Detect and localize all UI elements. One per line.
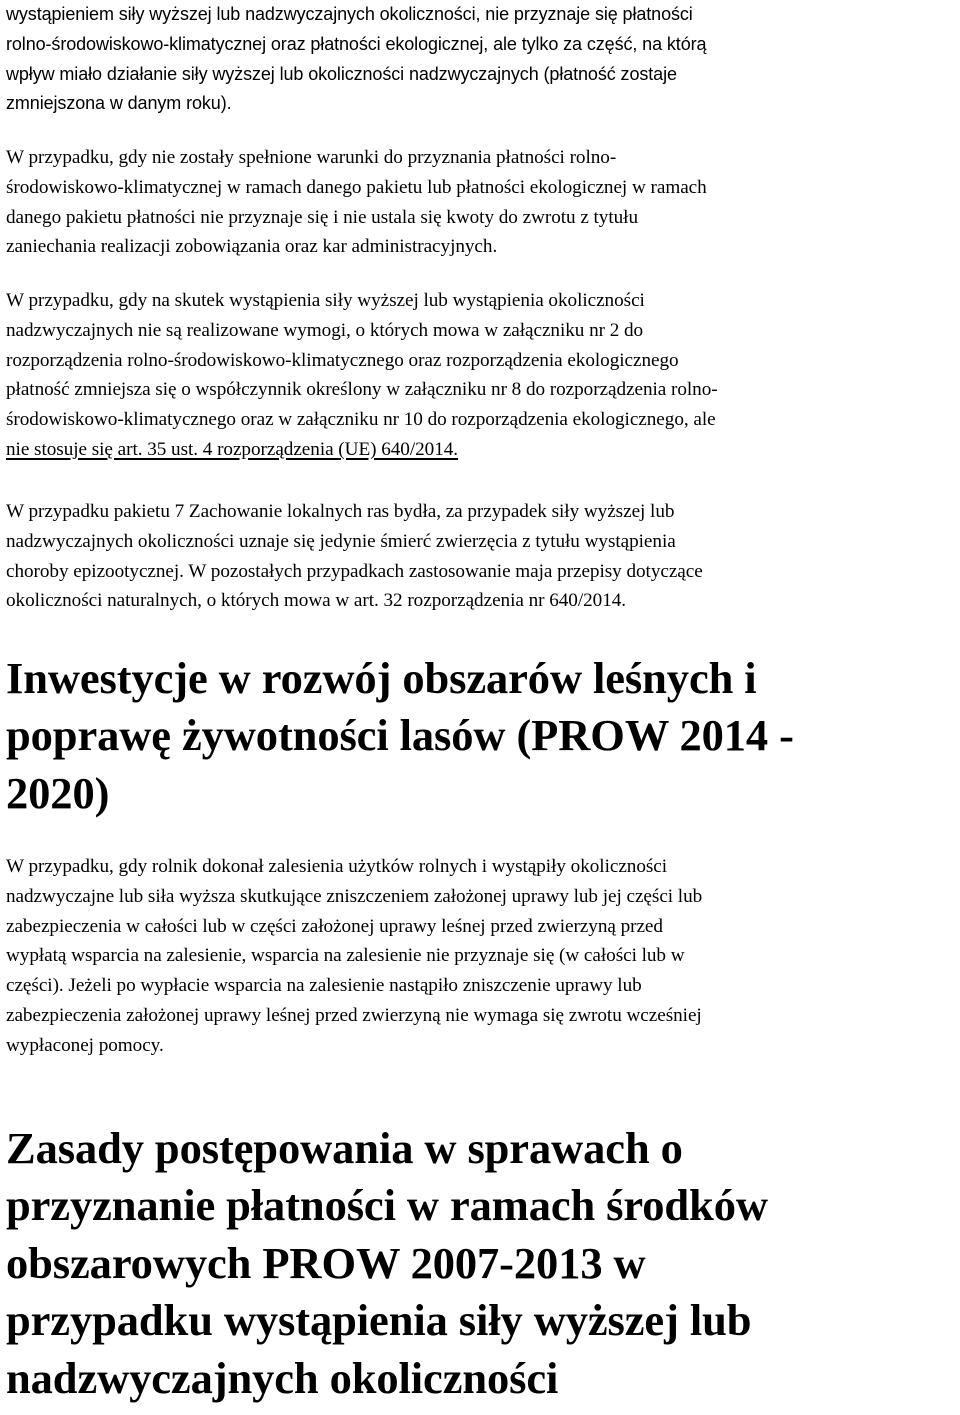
text-line: W przypadku, gdy nie zostały spełnione warunki do przyznania płatności rolno- (6, 147, 617, 168)
heading-line: przypadku wystąpienia siły wyższej lub (6, 1295, 752, 1346)
heading-line: poprawę żywotności lasów (PROW 2014 - (6, 710, 794, 761)
section-heading-procedures-prow-2007-2013 (6, 1120, 958, 1407)
text-line: W przypadku, gdy na skutek wystąpienia siły wyższej lub wystąpienia okoliczności (6, 290, 645, 311)
paragraph-conditions-not-met (6, 143, 958, 262)
text-line: danego pakietu płatności nie przyznaje się i nie ustala się kwoty do zwrotu z tytułu (6, 206, 639, 228)
paragraph-requirements-not-realized (6, 286, 958, 465)
heading-line: przyznanie płatności w ramach środków (6, 1180, 768, 1231)
text-line: zaniechania realizacji zobowiązania oraz kar administracyjnych. (6, 236, 498, 258)
text-line: rolno-środowiskowo-klimatycznej oraz płatności ekologicznej, ale tylko za część, na którą (6, 33, 707, 54)
text-line: wystąpieniem siły wyższej lub nadzwyczajnych okoliczności, nie przyznaje się płatności (6, 4, 693, 24)
text-line: płatność zmniejsza się o współczynnik określony w załączniku nr 8 do rozporządzenia rolno- (6, 379, 718, 401)
text-line: choroby epizootycznej. W pozostałych przypadkach zastosowanie maja przepisy dotyczące (6, 560, 703, 582)
heading-line: Inwestycje w rozwój obszarów leśnych i (6, 653, 757, 703)
paragraph-force-majeure-intro (6, 0, 958, 119)
heading-line: obszarowych PROW 2007-2013 w (6, 1237, 646, 1288)
text-line: wypłaconej pomocy. (6, 1034, 164, 1056)
text-line: nadzwyczajne lub siła wyższa skutkujące zniszczeniem założonej uprawy lub jej części lub (6, 885, 703, 907)
text-line: środowiskowo-klimatycznego oraz w załączniku nr 10 do rozporządzenia ekologicznego, ale (6, 409, 716, 431)
text-line: W przypadku pakietu 7 Zachowanie lokalnych ras bydła, za przypadek siły wyższej lub (6, 501, 675, 522)
text-line: części). Jeżeli po wypłacie wsparcia na zalesienie nastąpiło zniszczenie uprawy lub (6, 975, 642, 997)
text-line: zabezpieczenia założonej uprawy leśnej przed zwierzyną nie wymaga się zwrotu wcześniej (6, 1004, 702, 1026)
heading-line: nadzwyczajnych okoliczności (6, 1352, 559, 1403)
text-line: nadzwyczajnych nie są realizowane wymogi, o których mowa w załączniku nr 2 do (6, 319, 644, 341)
text-line: zmniejszona w danym roku). (6, 93, 232, 114)
section-heading-forest-investments (6, 650, 958, 822)
paragraph-afforestation (6, 852, 958, 1061)
text-line: W przypadku, gdy rolnik dokonał zalesienia użytków rolnych i wystąpiły okoliczności (6, 856, 668, 877)
heading-line: Zasady postępowania w sprawach o (6, 1123, 683, 1173)
paragraph-package-7-cattle (6, 497, 958, 616)
underlined-text-line: nie stosuje się art. 35 ust. 4 rozporządzenia (UE) 640/2014. (6, 438, 459, 460)
text-line: środowiskowo-klimatycznej w ramach danego pakietu lub płatności ekologicznej w ramach (6, 176, 707, 198)
text-line: wypłatą wsparcia na zalesienie, wsparcia na zalesienie nie przyznaje się (w całości lub w (6, 945, 685, 967)
text-line: rozporządzenia rolno-środowiskowo-klimatycznego oraz rozporządzenia ekologicznego (6, 349, 679, 371)
text-line: wpływ miało działanie siły wyższej lub okoliczności nadzwyczajnych (płatność zostaje (6, 63, 677, 84)
heading-line: 2020) (6, 767, 110, 818)
text-line: zabezpieczenia w całości lub w części założonej uprawy leśnej przed zwierzyną przed (6, 915, 663, 937)
text-line: okoliczności naturalnych, o których mowa w art. 32 rozporządzenia nr 640/2014. (6, 590, 627, 612)
text-line: nadzwyczajnych okoliczności uznaje się jedynie śmierć zwierzęcia z tytułu wystąpienia (6, 530, 676, 552)
